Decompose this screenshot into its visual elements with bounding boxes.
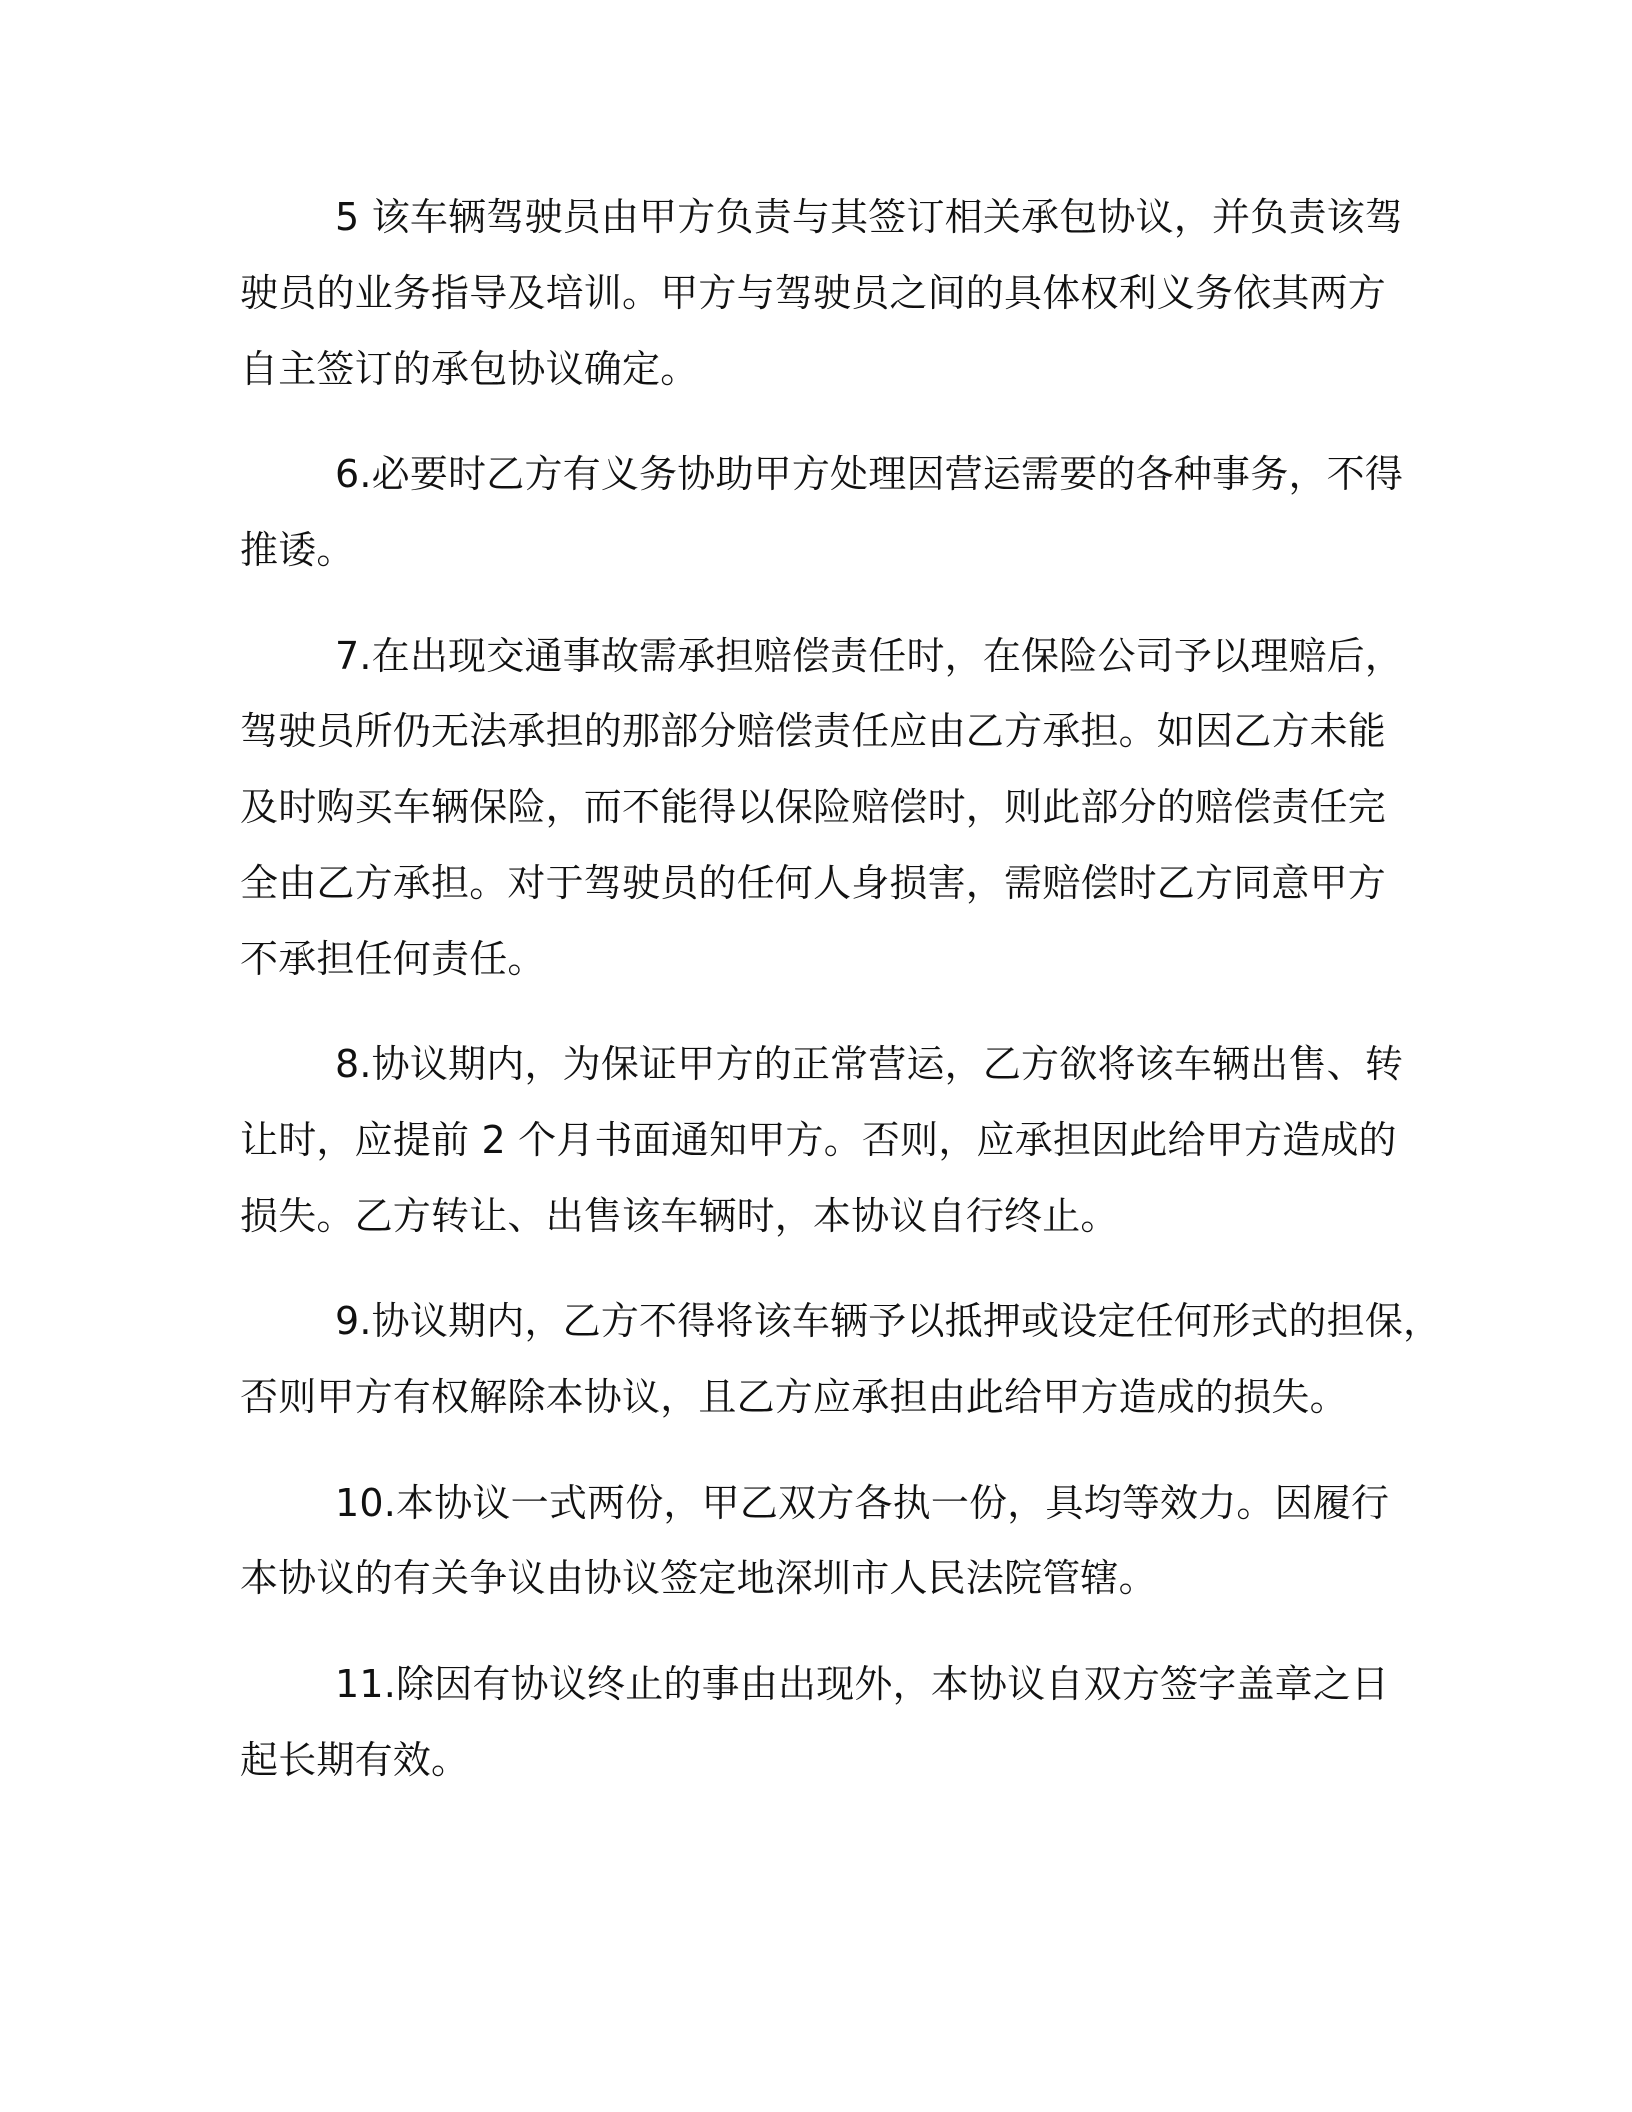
paragraph-line: 及时购买车辆保险，而不能得以保险赔偿时，则此部分的赔偿责任完 [240, 785, 1387, 829]
document-body [240, 0, 1442, 2112]
paragraph-line: 起长期有效。 [240, 1738, 470, 1782]
paragraph-line: 8.协议期内，为保证甲方的正常营运，乙方欲将该车辆出售、转 [335, 1042, 1404, 1086]
paragraph-line: 自主签订的承包协议确定。 [240, 347, 699, 391]
paragraph-line: 让时，应提前 2 个月书面通知甲方。否则，应承担因此给甲方造成的 [240, 1118, 1397, 1162]
paragraph-line: 5 该车辆驾驶员由甲方负责与其签订相关承包协议，并负责该驾 [335, 195, 1404, 239]
paragraph-line: 本协议的有关争议由协议签定地深圳市人民法院管辖。 [240, 1556, 1157, 1600]
paragraph-line: 驶员的业务指导及培训。甲方与驾驶员之间的具体权利义务依其两方 [240, 271, 1387, 315]
paragraph-line: 7.在出现交通事故需承担赔偿责任时，在保险公司予以理赔后， [335, 634, 1404, 678]
paragraph-line: 全由乙方承担。对于驾驶员的任何人身损害，需赔偿时乙方同意甲方 [240, 861, 1387, 905]
paragraph-line: 不承担任何责任。 [240, 937, 546, 981]
paragraph-line: 损失。乙方转让、出售该车辆时，本协议自行终止。 [240, 1194, 1119, 1238]
paragraph-line: 否则甲方有权解除本协议，且乙方应承担由此给甲方造成的损失。 [240, 1375, 1348, 1419]
paragraph-line: 驾驶员所仍无法承担的那部分赔偿责任应由乙方承担。如因乙方未能 [240, 709, 1387, 753]
paragraph-line: 6.必要时乙方有义务协助甲方处理因营运需要的各种事务，不得 [335, 452, 1404, 496]
paragraph-line: 11.除因有协议终止的事由出现外，本协议自双方签字盖章之日 [335, 1662, 1390, 1706]
paragraph-line: 10.本协议一式两份，甲乙双方各执一份，具均等效力。因履行 [335, 1481, 1390, 1525]
paragraph-line: 推诿。 [240, 528, 355, 572]
paragraph-line: 9.协议期内，乙方不得将该车辆予以抵押或设定任何形式的担保， [335, 1299, 1442, 1343]
